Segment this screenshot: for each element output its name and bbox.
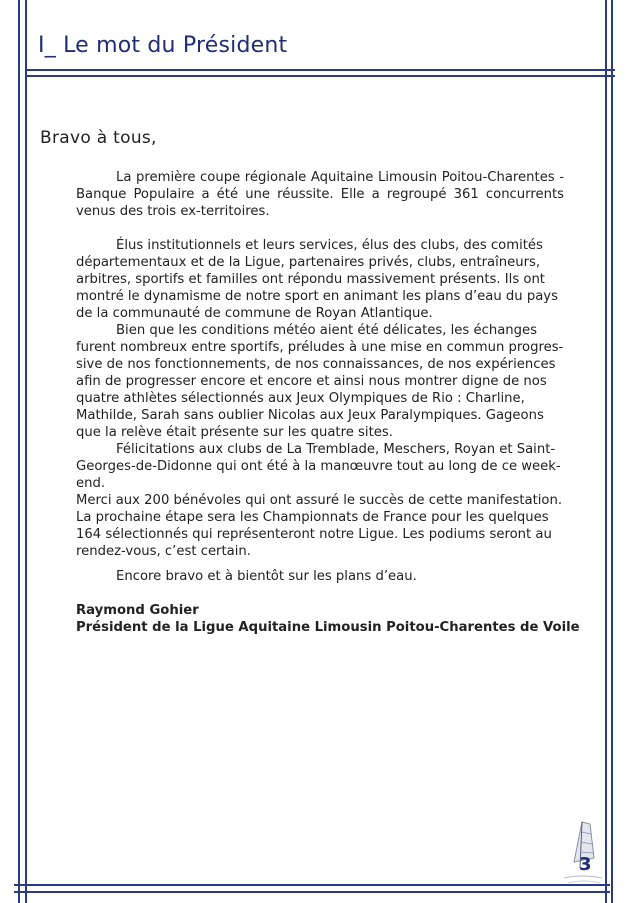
- page-title: I_ Le mot du Président: [38, 33, 288, 58]
- paragraph-3: [76, 322, 564, 441]
- paragraph-4b-text: Merci aux 200 bénévoles qui ont assuré le succès de cette manifestation.: [76, 493, 563, 508]
- signature-name: Raymond Gohier: [76, 603, 199, 618]
- paragraph-4: [76, 441, 564, 560]
- paragraph-3-text: Bien que les conditions météo aient été délicates, les échanges furent nombreux entre sportifs, préludes à une mise en commun progres-sive de nos fonctionnements, de nos connaissances, de nos expériences afin de progresser encore et encore et ainsi nous montrer digne de nos quatre athlètes sélectionnés aux Jeux Olympiques de Rio : Charline, Mathilde, Sarah sans oublier Nicolas aux Jeux Paralympiques. Gageons que la relève était présente sur les quatre sites.: [76, 323, 564, 440]
- frame-line-left-inner: [25, 0, 27, 903]
- header-rule-top: [25, 69, 615, 71]
- paragraph-4c-text: La prochaine étape sera les Championnats de France pour les quelques 164 sélectionnés qui représenteront notre Ligue. Les podiums seront au rendez-vous, c’est certain.: [76, 510, 552, 559]
- paragraph-2: [76, 237, 564, 322]
- paragraph-5-text: Encore bravo et à bientôt sur les plans d’eau.: [116, 569, 417, 584]
- page-number-badge: [560, 818, 606, 890]
- paragraph-4a-text: Félicitations aux clubs de La Tremblade, Meschers, Royan et Saint-Georges-de-Didonne qui ont été à la manœuvre tout au long de ce week-end.: [76, 442, 561, 491]
- paragraph-2-text: Élus institutionnels et leurs services, élus des clubs, des comités départementaux et de la Ligue, partenaires privés, clubs, entraîneurs, arbitres, sportifs et familles ont répondu massivement présents. Ils ont montré le dynamisme de notre sport en animant les plans d’eau du pays de la communauté de commune de Royan Atlantique.: [76, 238, 558, 321]
- header-rule-bottom: [25, 75, 615, 77]
- frame-line-right-outer: [611, 0, 613, 903]
- signature-title: Président de la Ligue Aquitaine Limousin Poitou-Charentes de Voile: [76, 620, 580, 635]
- footer-rule-top: [14, 884, 610, 886]
- frame-line-left-outer: [18, 0, 20, 903]
- paragraph-5: [76, 568, 564, 585]
- page-number: 3: [579, 854, 592, 875]
- frame-line-right-inner: [605, 0, 607, 903]
- paragraph-1: [76, 169, 564, 220]
- paragraph-1-text: La première coupe régionale Aquitaine Limousin Poitou-Charentes - Banque Populaire a été une réussite. Elle a regroupé 361 concurrents venus des trois ex-territoires.: [76, 170, 564, 219]
- footer-rule-bottom: [14, 891, 610, 893]
- letter-greeting: Bravo à tous,: [40, 128, 157, 148]
